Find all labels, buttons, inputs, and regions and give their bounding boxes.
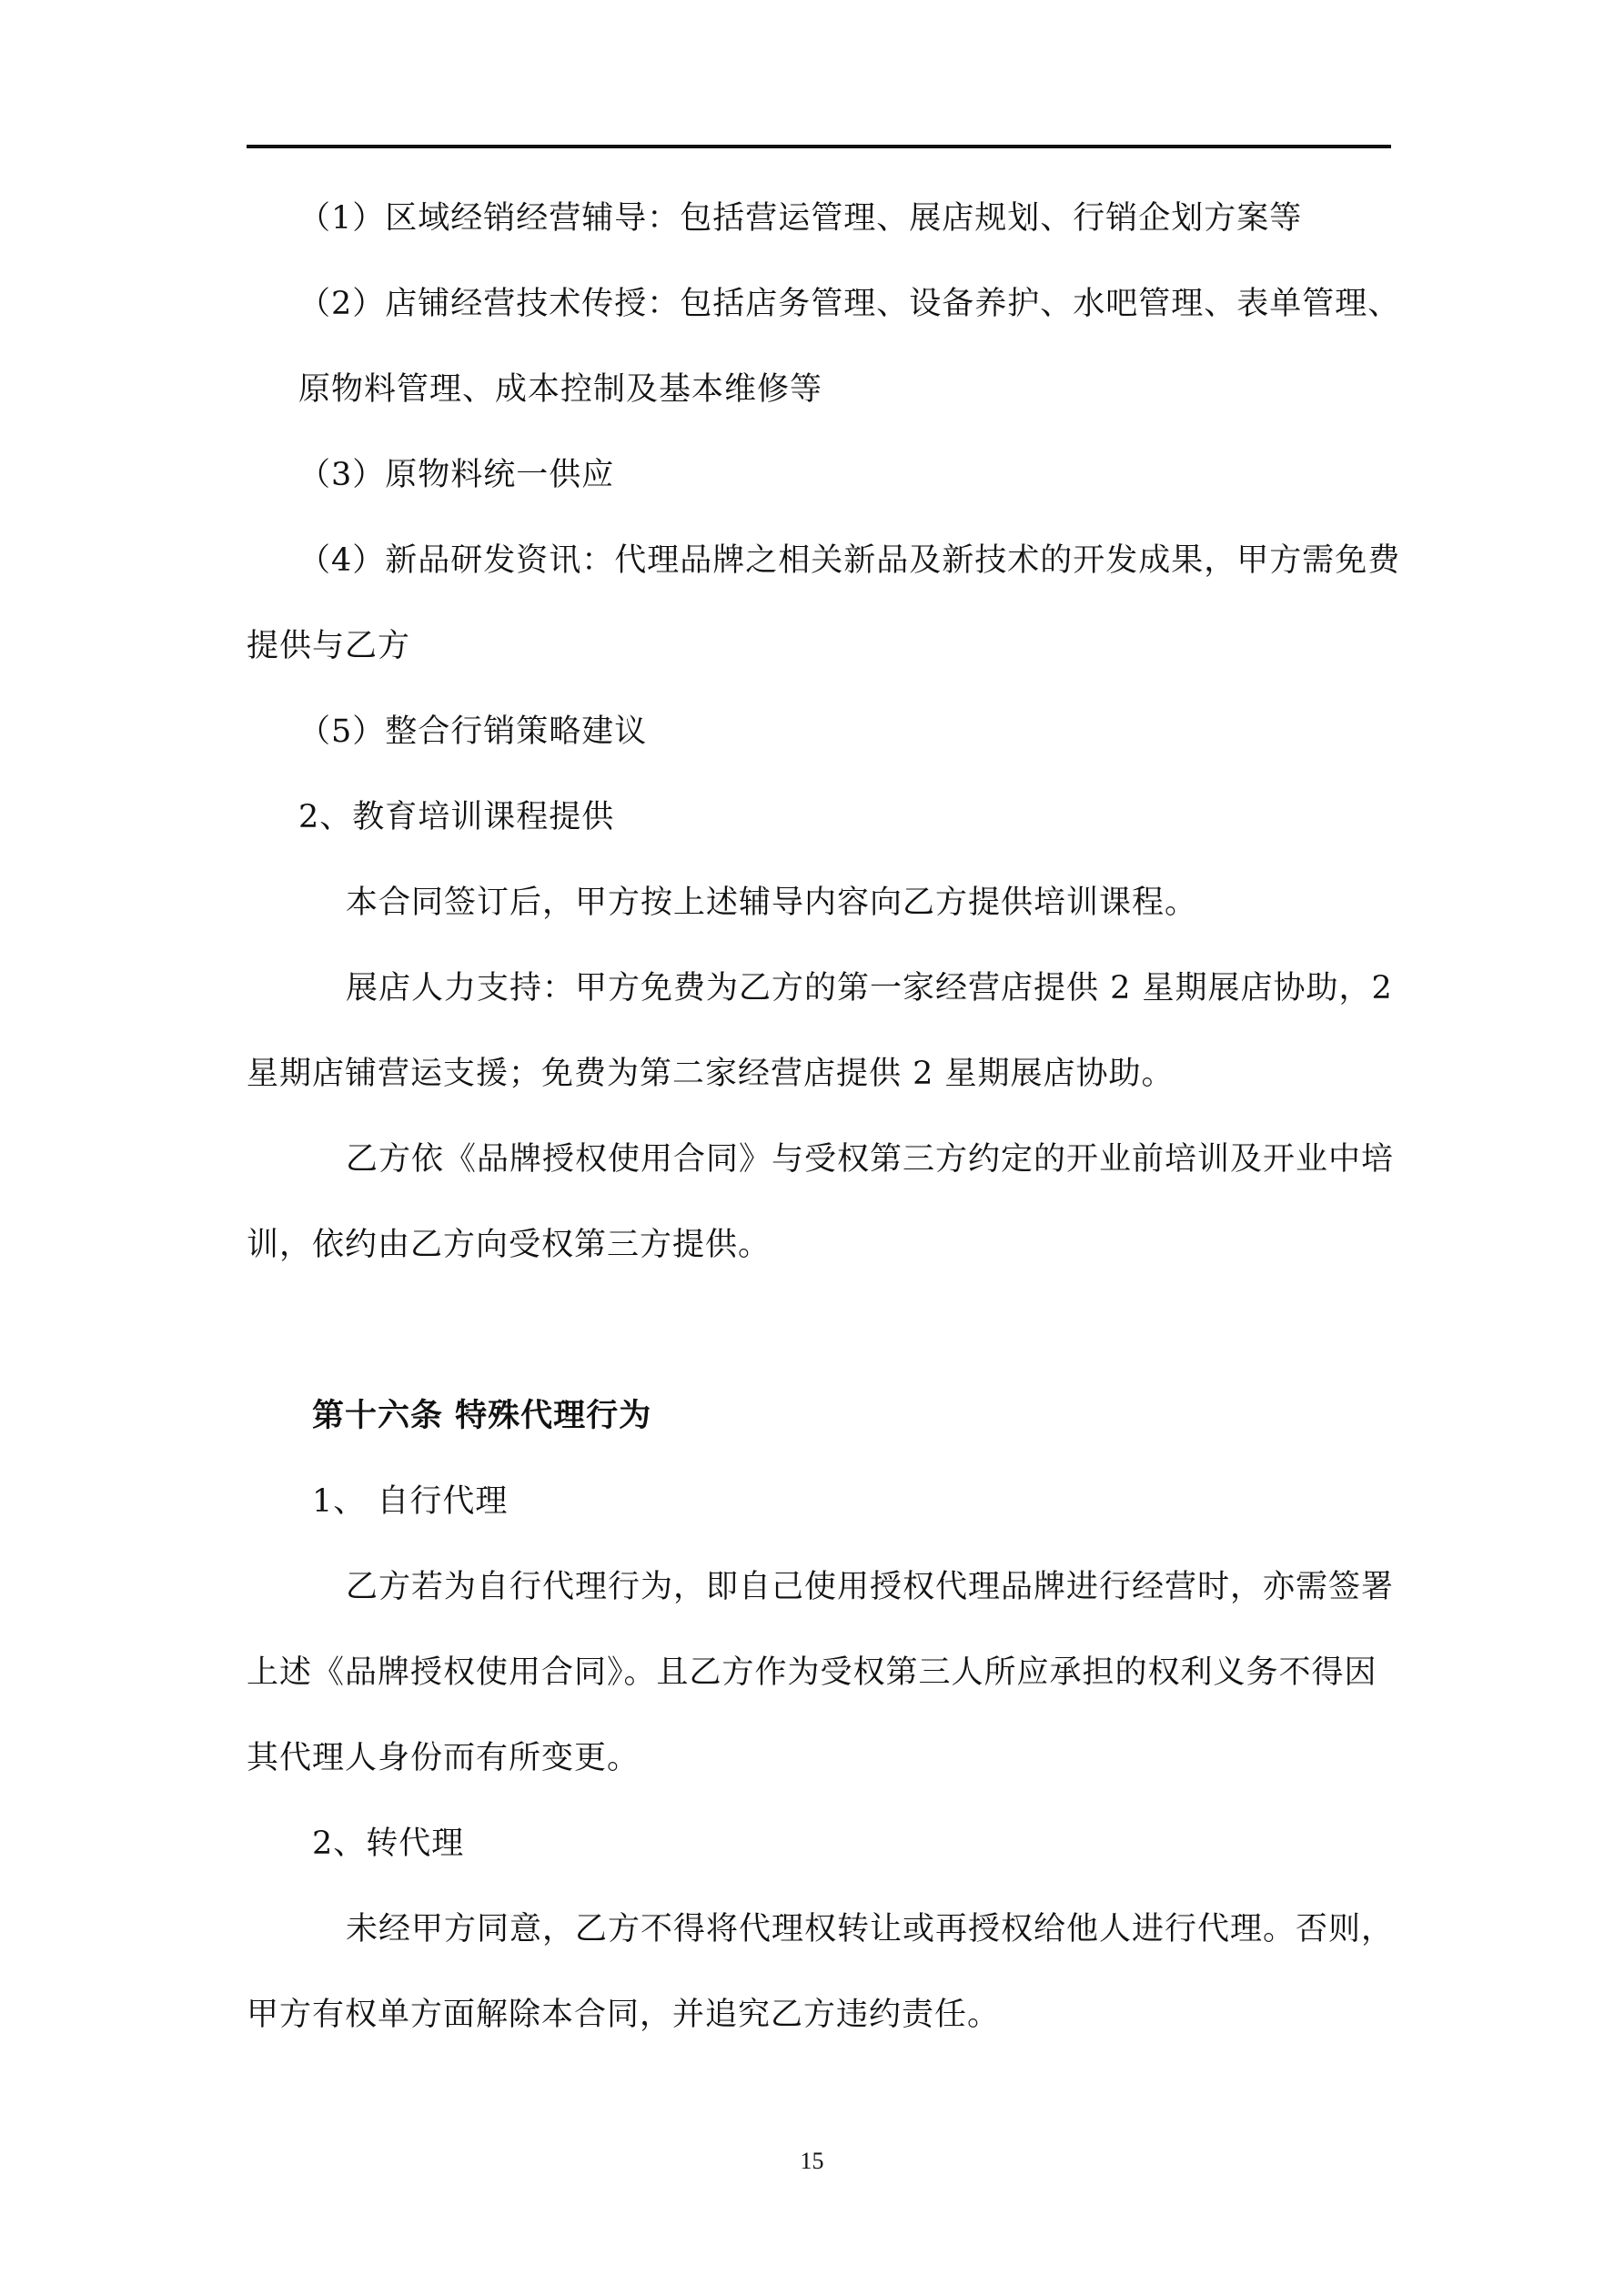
text-line: 展店人力支持：甲方免费为乙方的第一家经营店提供 2 星期展店协助，2 xyxy=(346,970,1393,1006)
text-line: （5）整合行销策略建议 xyxy=(298,713,648,750)
text-line: 2、教育培训课程提供 xyxy=(298,799,615,835)
text-line: （1）区域经销经营辅导：包括营运管理、展店规划、行销企划方案等 xyxy=(298,200,1303,237)
text-line: （2）店铺经营技术传授：包括店务管理、设备养护、水吧管理、表单管理、 xyxy=(298,286,1401,322)
text-line: （3）原物料统一供应 xyxy=(298,457,615,493)
text-line: 上述《品牌授权使用合同》。且乙方作为受权第三人所应承担的权利义务不得因 xyxy=(247,1654,1377,1691)
text-line: 本合同签订后，甲方按上述辅导内容向乙方提供培训课程。 xyxy=(346,885,1198,921)
text-line: 星期店铺营运支援；免费为第二家经营店提供 2 星期展店协助。 xyxy=(247,1056,1175,1092)
text-line: 原物料管理、成本控制及基本维修等 xyxy=(298,371,823,408)
text-line: 1、 自行代理 xyxy=(312,1483,509,1520)
header-rule xyxy=(247,145,1391,148)
text-line: 训，依约由乙方向受权第三方提供。 xyxy=(247,1227,772,1263)
text-line: 提供与乙方 xyxy=(247,628,411,664)
section-heading: 第十六条 特殊代理行为 xyxy=(312,1398,652,1434)
page-number: 15 xyxy=(800,2148,824,2174)
text-line: 未经甲方同意，乙方不得将代理权转让或再授权给他人进行代理。否则， xyxy=(346,1911,1395,1947)
text-line: 乙方依《品牌授权使用合同》与受权第三方约定的开业前培训及开业中培 xyxy=(346,1141,1395,1178)
text-line: （4）新品研发资讯：代理品牌之相关新品及新技术的开发成果，甲方需免费 xyxy=(298,542,1401,579)
text-line: 2、转代理 xyxy=(312,1826,465,1862)
text-line: 乙方若为自行代理行为，即自己使用授权代理品牌进行经营时，亦需签署 xyxy=(346,1569,1395,1605)
text-line: 其代理人身份而有所变更。 xyxy=(247,1740,641,1776)
text-line: 甲方有权单方面解除本合同，并追究乙方违约责任。 xyxy=(247,1997,1001,2033)
